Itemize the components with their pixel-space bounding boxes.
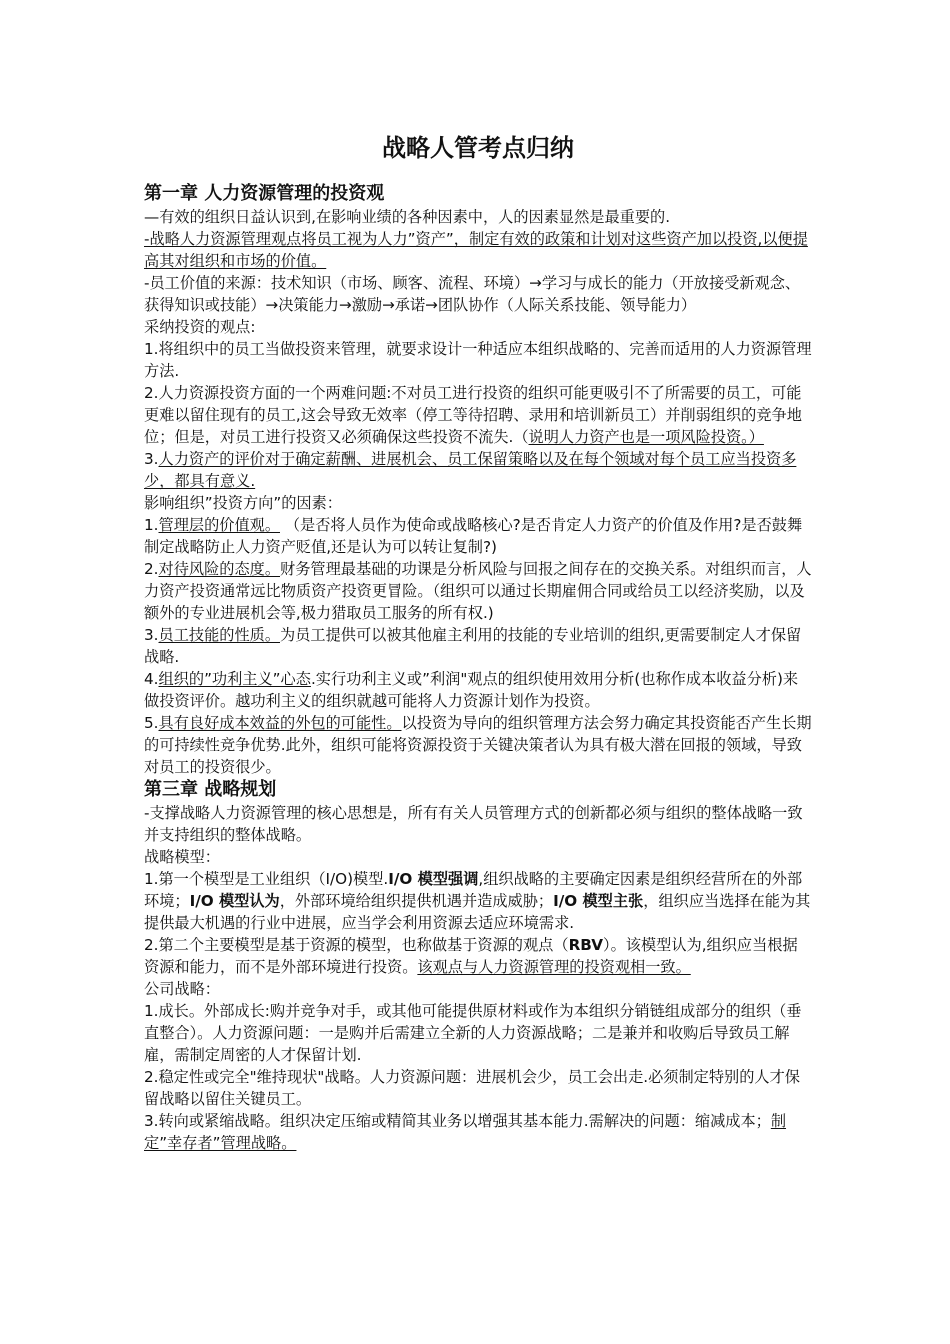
ch1-paragraph-2: -战略人力资源管理观点将员工视为人力”资产”，制定有效的政策和计划对这些资产加以投资,以便提高其对组织和市场的价值。 [144,230,808,270]
underlined-text: 说明人力资产也是一项风险投资。） [528,428,764,446]
ch1-paragraph-7 [144,448,812,492]
underlined-text: 员工技能的性质。 [158,626,280,644]
ch1-paragraph-9 [144,514,812,558]
text-run: 2.第二个主要模型是基于资源的模型，也称做基于资源的观点（ [144,936,569,954]
text-run: ,组织战略的主要确定因素是组织经营所在的外部环境； [144,870,803,910]
ch1-paragraph-3: -员工价值的来源：技术知识（市场、顾客、流程、环境）→学习与成长的能力（开放接受新观念、获得知识或技能）→决策能力→激励→承诺→团队协作（人际关系技能、领导能力） [144,274,801,314]
ch1-paragraph-6 [144,382,812,448]
text-run: 3. [144,626,159,644]
bold-text: I/O 模型主张 [553,892,644,910]
text-run: 3.转向或紧缩战略。组织决定压缩或精简其业务以增强其基本能力.需解决的问题：缩减成本； [144,1112,771,1130]
underlined-text: 具有良好成本效益的外包的可能性。 [158,714,402,732]
ch1-paragraph-4: 采纳投资的观点: [144,318,256,336]
text-run: 3. [144,450,159,468]
document-page [144,128,812,1154]
underlined-text: 组织的”功利主义”心态 [158,670,311,688]
text-run: 以投资为导向的组织管理方法会努力确定其投资能否产生长期的可持续性竞争优势.此外，组织可能将资源投资于关键决策者认为具有极大潜在回报的领域，导致对员工的投资很少。 [144,714,812,776]
text-run: ，外部环境给组织提供机遇并造成威胁； [279,892,554,910]
underlined-text: 对待风险的态度。 [158,560,280,578]
text-run: 1. [144,516,159,534]
bold-text: I/O 模型强调 [388,870,479,888]
text-run: 5. [144,714,159,732]
ch3-paragraph-3 [144,868,812,934]
text-run: 为员工提供可以被其他雇主利用的技能的专业培训的组织,更需要制定人才保留战略. [144,626,802,666]
ch3-paragraph-1: -支撑战略人力资源管理的核心思想是，所有有关人员管理方式的创新都必须与组织的整体战略一致并支持组织的整体战略。 [144,804,803,844]
bold-text: RBV [568,936,603,954]
chapter-1-heading: 第一章 人力资源管理的投资观 [144,183,385,204]
underlined-text: 制定”幸存者”管理战略。 [144,1112,787,1152]
ch3-paragraph-5: 公司战略： [144,980,220,998]
ch1-paragraph-12 [144,668,812,712]
ch3-paragraph-6: 1.成长。外部成长:购并竞争对手，或其他可能提供原材料或作为本组织分销链组成部分的组织（垂直整合）。人力资源问题：一是购并后需建立全新的人力资源战略；二是兼并和收购后导致员工解雇，需制定周密的人才保留计划. [144,1002,802,1064]
text-run: 2. [144,560,159,578]
text-run: 财务管理最基础的功课是分析风险与回报之间存在的交换关系。对组织而言，人力资产投资通常远比物质资产投资更冒险。（组织可以通过长期雇佣合同或给员工以经济奖励，以及额外的专业进展机会等,极力猎取员工服务的所有权.) [144,560,812,622]
text-run: 1.第一个模型是工业组织（I/O)模型. [144,870,389,888]
bold-text: I/O 模型认为 [189,892,280,910]
text-run: 4. [144,670,159,688]
ch1-paragraph-1: —有效的组织日益认识到,在影响业绩的各种因素中，人的因素显然是最重要的. [144,208,671,226]
ch3-paragraph-8 [144,1110,812,1154]
ch1-paragraph-11 [144,624,812,668]
ch1-paragraph-5: 1.将组织中的员工当做投资来管理，就要求设计一种适应本组织战略的、完善而适用的人力资源管理方法. [144,340,812,380]
ch1-paragraph-8: 影响组织”投资方向”的因素： [144,494,342,512]
ch1-paragraph-10 [144,558,812,624]
ch3-paragraph-7: 2.稳定性或完全"维持现状"战略。人力资源问题：进展机会少，员工会出走.必须制定特别的人才保留战略以留住关键员工。 [144,1068,800,1108]
underlined-text: 管理层的价值观。 [158,516,280,534]
ch1-paragraph-13 [144,712,812,778]
text-run: ，组织应当选择在能为其提供最大机遇的行业中进展，应当学会利用资源去适应环境需求. [144,892,811,932]
chapter-3-heading: 第三章 战略规划 [144,779,277,800]
text-run: （是否将人员作为使命或战略核心?是否肯定人力资产的价值及作用?是否鼓舞制定战略防止人力资产贬值,还是认为可以转让复制?) [144,516,803,556]
text-run: .实行功利主义或”利润"观点的组织使用效用分析(也称作成本收益分析)来做投资评价。越功利主义的组织就越可能将人力资源计划作为投资。 [144,670,799,710]
ch3-paragraph-2: 战略模型： [144,848,220,866]
text-run: ）。该模型认为,组织应当根据资源和能力，而不是外部环境进行投资。 [144,936,798,976]
underlined-text: 人力资产的评价对于确定薪酬、进展机会、员工保留策略以及在每个领域对每个员工应当投资多少，都具有意义. [144,450,797,490]
text-run: 2.人力资源投资方面的一个两难问题:不对员工进行投资的组织可能更吸引不了所需要的员工，可能更难以留住现有的员工,这会导致无效率（停工等待招聘、录用和培训新员工）并削弱组织的竞争地位；但是，对员工进行投资又必须确保这些投资不流失.（ [144,384,802,446]
ch3-paragraph-4 [144,934,812,978]
underlined-text: 该观点与人力资源管理的投资观相一致。 [417,958,691,976]
document-title: 战略人管考点归纳 [382,134,574,162]
